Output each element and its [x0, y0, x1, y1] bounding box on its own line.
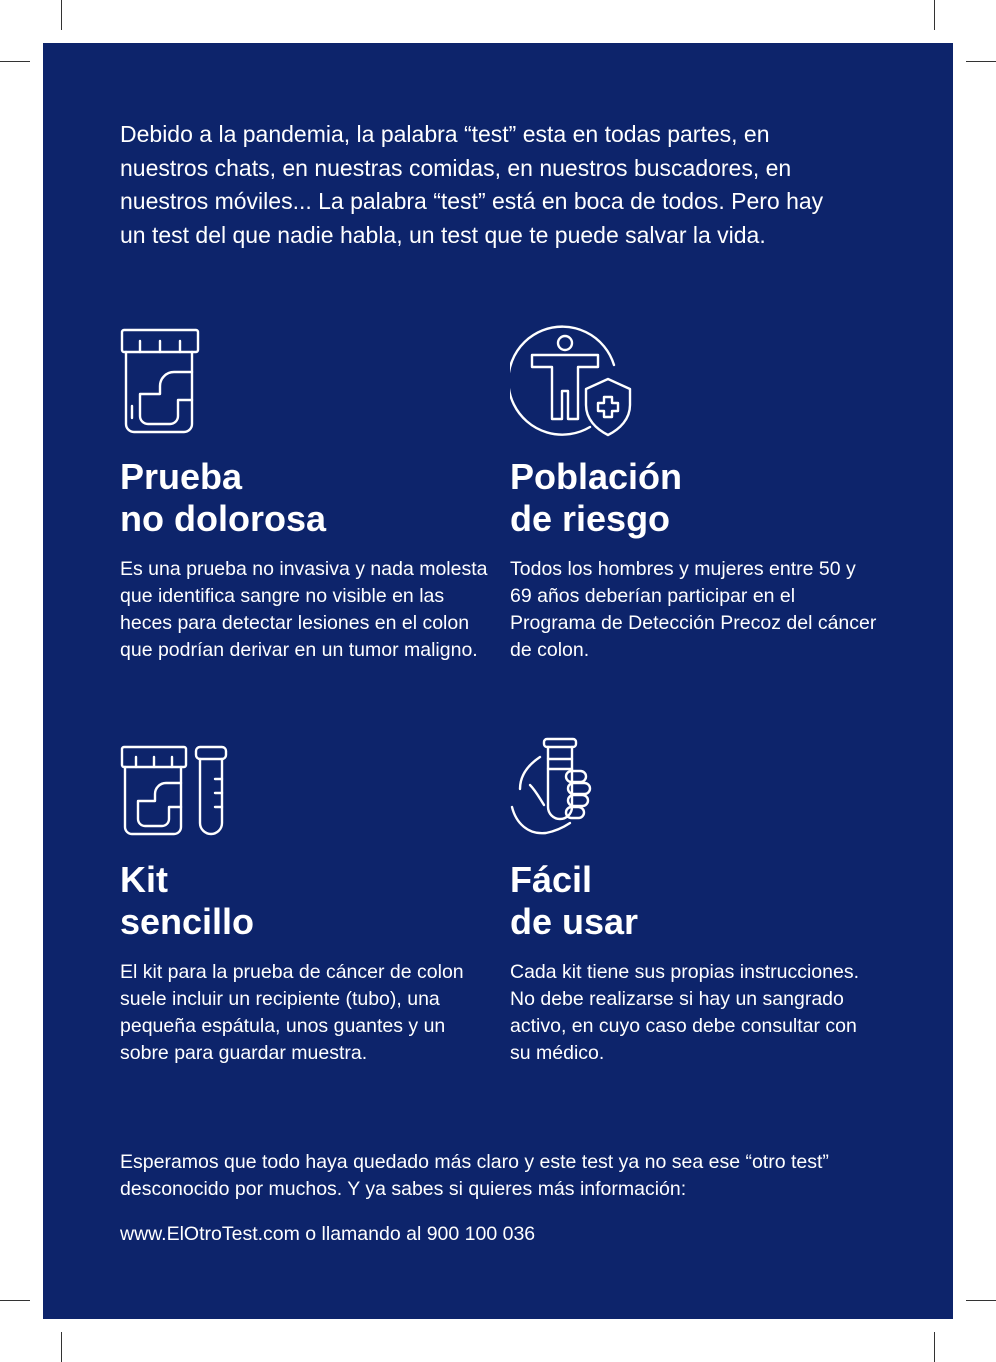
- feature-title: Prueba no dolorosa: [120, 456, 326, 539]
- feature-description: Es una prueba no invasiva y nada molesta que identifica sangre no visible en las heces para detectar lesiones en el colon que podrían derivar en un tumor maligno.: [120, 558, 488, 661]
- crop-mark: [966, 1300, 996, 1301]
- feature-easy-use: [510, 737, 880, 1067]
- feature-risk-population: [510, 325, 880, 664]
- feature-description: El kit para la prueba de cáncer de colon suele incluir un recipiente (tubo), una pequeña espátula, unos guantes y un sobre para guardar muestra.: [120, 961, 464, 1064]
- feature-description: Todos los hombres y mujeres entre 50 y 69 años deberían participar en el Programa de Detección Precoz del cáncer de colon.: [510, 558, 877, 661]
- kit-jar-tube-icon: [120, 745, 230, 837]
- crop-mark: [0, 1300, 30, 1301]
- crop-mark: [966, 61, 996, 62]
- intro-paragraph: Debido a la pandemia, la palabra “test” esta en todas partes, en nuestros chats, en nuestras comidas, en nuestros buscadores, en nuestros móviles... La palabra “test” está en boca de todos. Pero hay un test del que nadie habla, un test que te puede salvar la vida.: [120, 121, 824, 248]
- crop-mark: [61, 0, 62, 30]
- sample-jar-icon: [120, 328, 202, 436]
- feature-title: Población de riesgo: [510, 456, 683, 539]
- crop-mark: [61, 1332, 62, 1362]
- feature-title: Kit sencillo: [120, 859, 255, 942]
- crop-mark: [0, 61, 30, 62]
- contact-line[interactable]: www.ElOtroTest.com o llamando al 900 100 036: [120, 1223, 536, 1245]
- feature-title: Fácil de usar: [510, 859, 639, 942]
- crop-mark: [934, 0, 935, 30]
- hand-holding-tube-icon: [510, 737, 594, 837]
- feature-description: Cada kit tiene sus propias instrucciones. No debe realizarse si hay un sangrado activo, en cuyo caso debe consultar con su médico.: [510, 961, 860, 1064]
- feature-painless-test: [120, 328, 490, 664]
- feature-simple-kit: [120, 745, 490, 1067]
- person-shield-icon: [510, 325, 634, 437]
- closing-paragraph: Esperamos que todo haya quedado más claro y este test ya no sea ese “otro test” desconocido por muchos. Y ya sabes si quieres más información:: [120, 1151, 829, 1200]
- crop-mark: [934, 1332, 935, 1362]
- leaflet-panel: [43, 43, 953, 1319]
